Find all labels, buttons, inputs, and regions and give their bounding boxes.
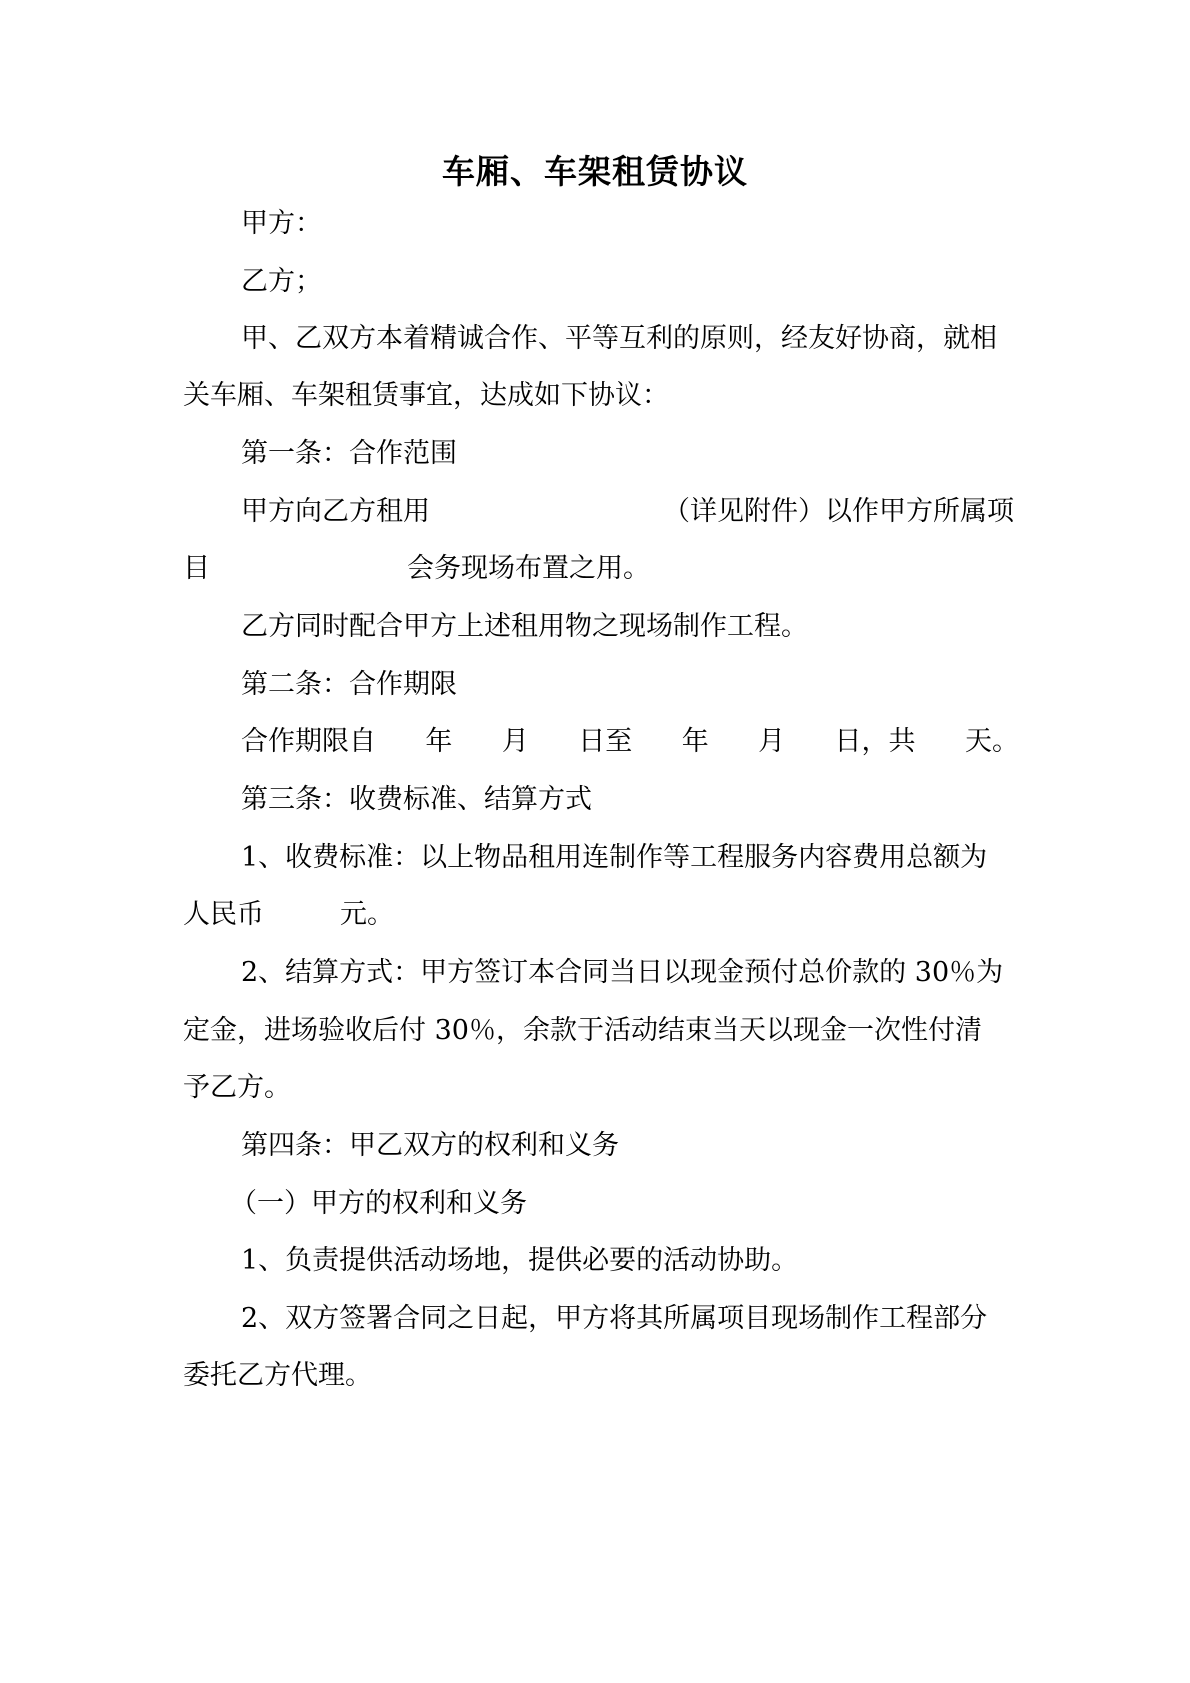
period-month-2: 月 (758, 726, 786, 757)
period-days-suffix: 天。 (964, 726, 1019, 757)
article-1-rent-part-4: 会务现场布置之用。 (407, 553, 650, 584)
intro-line-1: 甲、乙双方本着精诚合作、平等互利的原则，经友好协商，就相 (241, 323, 997, 354)
article-2-period (241, 724, 1019, 760)
period-day-to: 日至 (578, 726, 633, 757)
article-4-item-2-line-1: 2、双方签署合同之日起，甲方将其所属项目现场制作工程部分 (241, 1303, 988, 1334)
period-year-1: 年 (425, 726, 453, 757)
article-2-heading: 第二条：合作期限 (241, 669, 457, 700)
article-1-cooperate: 乙方同时配合甲方上述租用物之现场制作工程。 (241, 611, 808, 642)
intro-line-2: 关车厢、车架租赁事宜，达成如下协议： (183, 380, 669, 411)
article-3-fee-currency: 人民币 (183, 899, 264, 930)
article-3-settle-line-2: 定金，进场验收后付 30％，余款于活动结束当天以现金一次性付清 (183, 1015, 982, 1046)
article-1-rent-part-1: 甲方向乙方租用 (241, 496, 430, 527)
article-3-heading: 第三条：收费标准、结算方式 (241, 784, 592, 815)
document-title: 车厢、车架租赁协议 (442, 152, 748, 191)
party-a-label: 甲方： (241, 208, 322, 239)
article-4-item-1: 1、负责提供活动场地，提供必要的活动协助。 (241, 1245, 799, 1276)
article-1-rent-part-2: （详见附件）以作甲方所属项 (663, 496, 1014, 527)
period-from-label: 合作期限自 (241, 726, 376, 757)
article-3-fee-line-1: 1、收费标准：以上物品租用连制作等工程服务内容费用总额为 (241, 842, 988, 873)
period-year-2: 年 (681, 726, 709, 757)
article-1-rent-part-3: 目 (183, 553, 210, 584)
article-3-settle-line-3: 予乙方。 (183, 1072, 291, 1103)
article-4-item-2-line-2: 委托乙方代理。 (183, 1360, 372, 1391)
article-3-settle-line-1: 2、结算方式：甲方签订本合同当日以现金预付总价款的 30％为 (241, 957, 1004, 988)
article-4-sub-a: （一）甲方的权利和义务 (230, 1188, 527, 1219)
party-b-label: 乙方； (241, 266, 322, 297)
period-day-total: 日，共 (834, 726, 916, 757)
period-month-1: 月 (501, 726, 529, 757)
article-4-heading: 第四条：甲乙双方的权利和义务 (241, 1130, 619, 1161)
article-3-fee-unit: 元。 (340, 899, 394, 930)
article-1-heading: 第一条：合作范围 (241, 438, 457, 469)
